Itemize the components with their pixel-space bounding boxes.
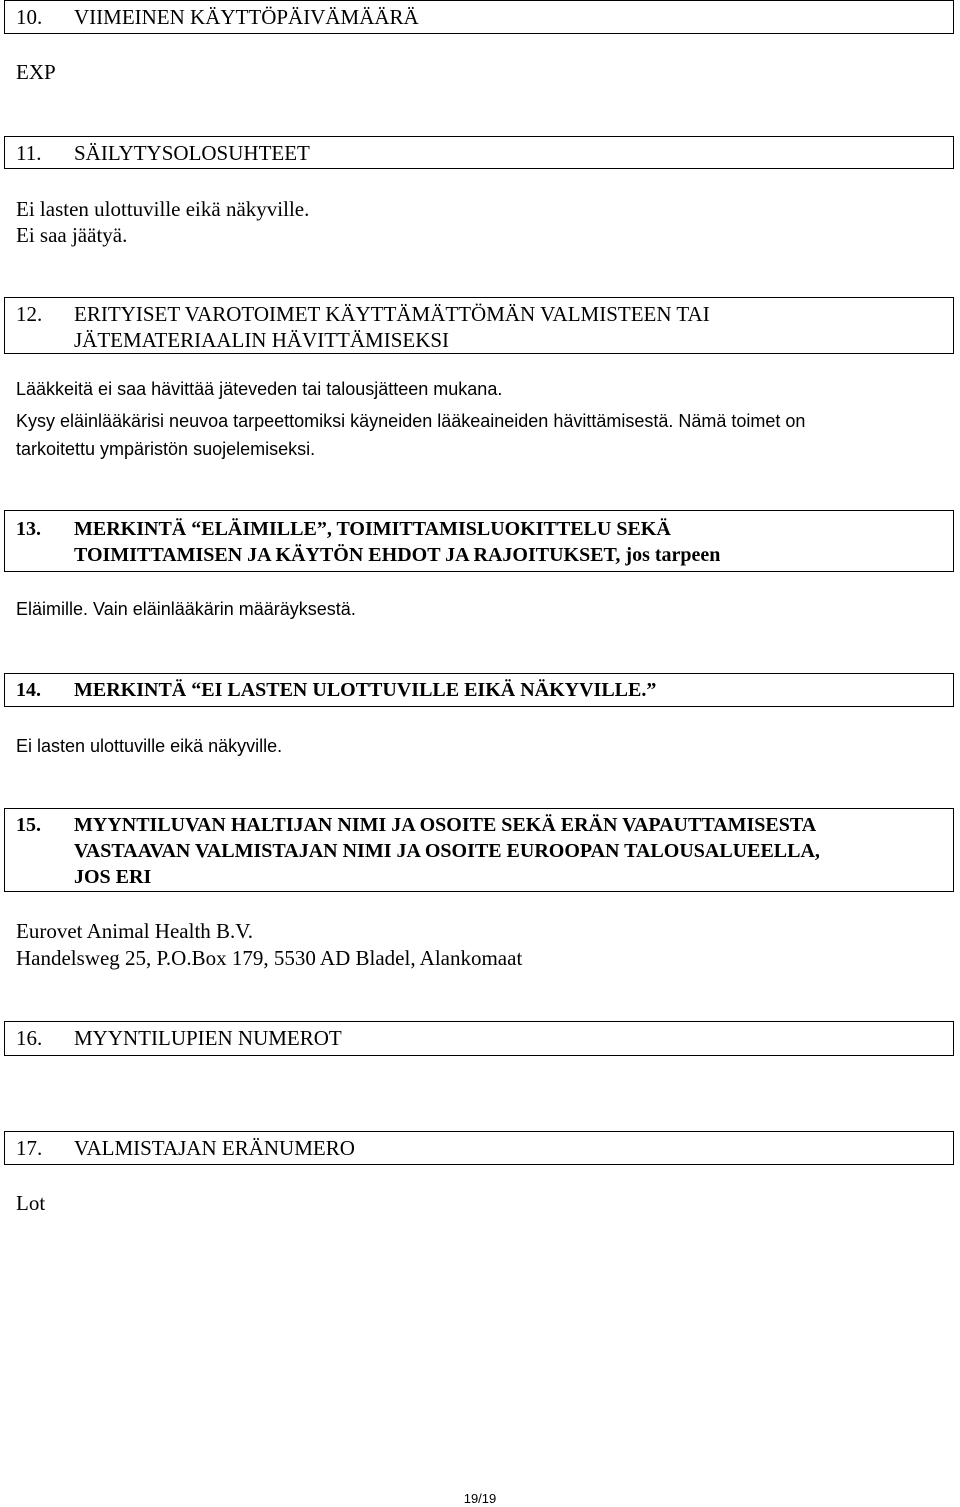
section-15-number: 15. bbox=[16, 814, 41, 836]
section-11-number: 11. bbox=[16, 141, 42, 165]
section-13-number: 13. bbox=[16, 518, 41, 540]
section-11-line: Ei lasten ulottuville eikä näkyville. bbox=[16, 197, 310, 221]
section-10-header bbox=[4, 0, 954, 34]
section-10-body: EXP bbox=[16, 60, 56, 84]
section-13-title-line: TOIMITTAMISEN JA KÄYTÖN EHDOT JA RAJOITUKSET, jos tarpeen bbox=[74, 544, 721, 566]
section-11-line: Ei saa jäätyä. bbox=[16, 223, 128, 247]
section-14-number: 14. bbox=[16, 679, 41, 701]
section-12-title-line: ERITYISET VAROTOIMET KÄYTTÄMÄTTÖMÄN VALMISTEEN TAI bbox=[74, 302, 710, 326]
section-15-line: Eurovet Animal Health B.V. bbox=[16, 919, 253, 943]
section-15-line: Handelsweg 25, P.O.Box 179, 5530 AD Bladel, Alankomaat bbox=[16, 946, 523, 970]
section-17-title: VALMISTAJAN ERÄNUMERO bbox=[74, 1136, 355, 1160]
section-13-title-line: MERKINTÄ “ELÄIMILLE”, TOIMITTAMISLUOKITTELU SEKÄ bbox=[74, 518, 671, 540]
section-16-title: MYYNTILUPIEN NUMEROT bbox=[74, 1026, 342, 1050]
section-14-title: MERKINTÄ “EI LASTEN ULOTTUVILLE EIKÄ NÄKYVILLE.” bbox=[74, 679, 657, 701]
section-11-title: SÄILYTYSOLOSUHTEET bbox=[74, 141, 310, 165]
section-12-header bbox=[4, 297, 954, 354]
section-17-header bbox=[4, 1131, 954, 1165]
section-15-title-line: VASTAAVAN VALMISTAJAN NIMI JA OSOITE EUROOPAN TALOUSALUEELLA, bbox=[74, 840, 820, 862]
section-14-body: Ei lasten ulottuville eikä näkyville. bbox=[16, 736, 283, 756]
page-number: 19/19 bbox=[463, 1491, 497, 1506]
section-12-number: 12. bbox=[16, 302, 43, 326]
section-17-body: Lot bbox=[16, 1191, 46, 1215]
section-12-line: Lääkkeitä ei saa hävittää jäteveden tai talousjätteen mukana. bbox=[16, 379, 503, 399]
section-13-body: Eläimille. Vain eläinlääkärin määräyksestä. bbox=[16, 599, 356, 619]
section-16-number: 16. bbox=[16, 1026, 43, 1050]
section-14-header bbox=[4, 673, 954, 707]
section-10-title: VIIMEINEN KÄYTTÖPÄIVÄMÄÄRÄ bbox=[74, 5, 419, 29]
section-11-header bbox=[4, 136, 954, 169]
section-16-header bbox=[4, 1021, 954, 1056]
section-10-number: 10. bbox=[16, 5, 43, 29]
section-12-title-line: JÄTEMATERIAALIN HÄVITTÄMISEKSI bbox=[74, 328, 450, 352]
section-13-header bbox=[4, 510, 954, 572]
section-15-header bbox=[4, 808, 954, 892]
section-17-number: 17. bbox=[16, 1136, 43, 1160]
section-12-line: Kysy eläinlääkärisi neuvoa tarpeettomiksi käyneiden lääkeaineiden hävittämisestä. Nämä toimet on bbox=[16, 411, 806, 431]
section-12-line: tarkoitettu ympäristön suojelemiseksi. bbox=[16, 439, 316, 459]
section-15-title-line: MYYNTILUVAN HALTIJAN NIMI JA OSOITE SEKÄ ERÄN VAPAUTTAMISESTA bbox=[74, 814, 817, 836]
section-15-title-line: JOS ERI bbox=[74, 866, 152, 888]
